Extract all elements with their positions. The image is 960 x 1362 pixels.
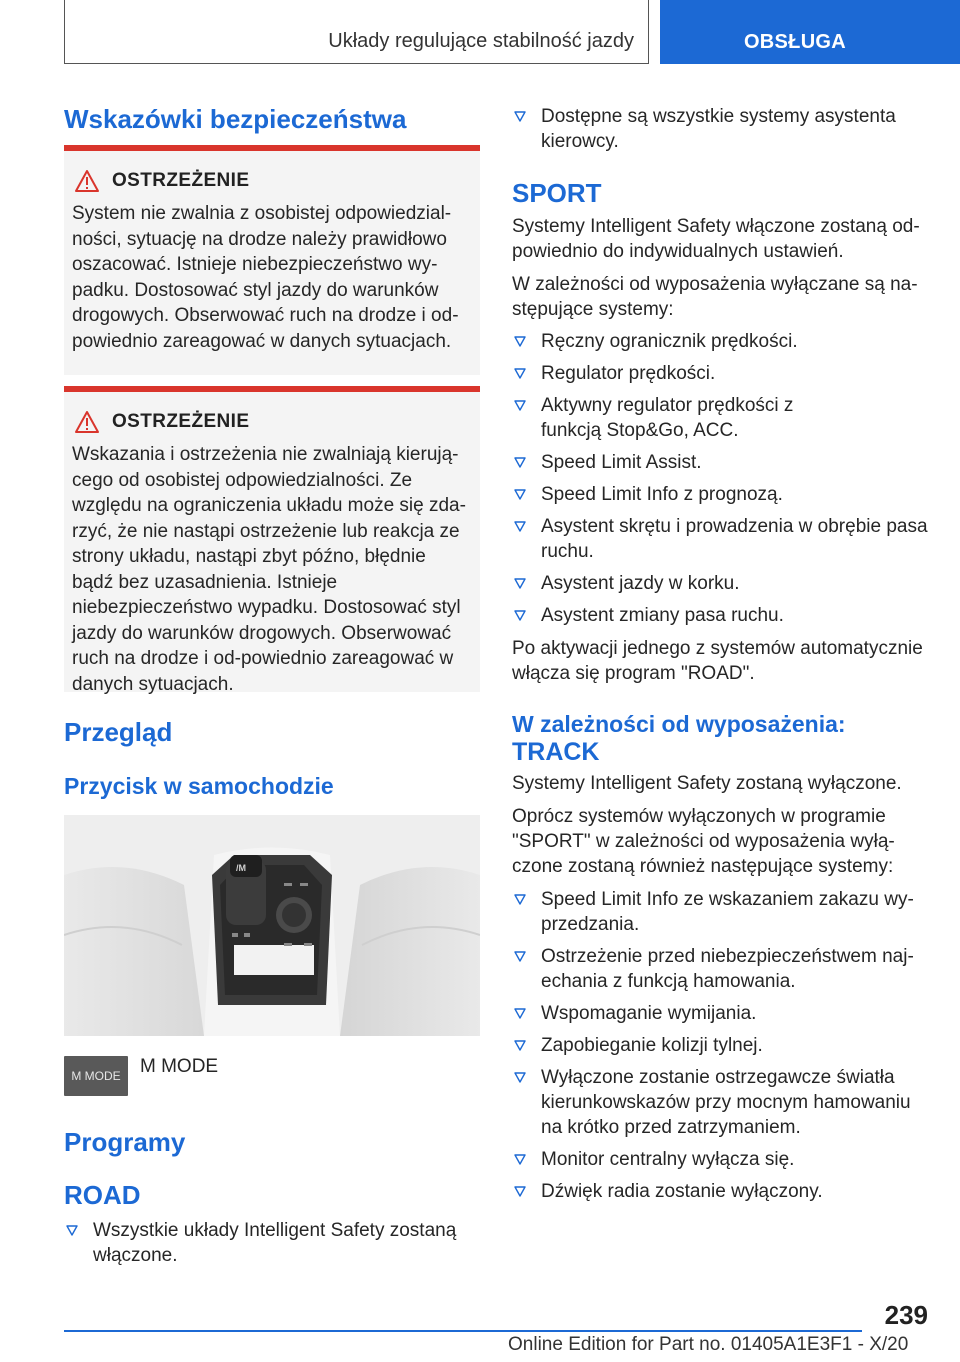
list-item: Dostępne są wszystkie systemy asystenta kierowcy. [512, 104, 932, 154]
header-chapter-box [64, 0, 649, 64]
section-tab [660, 0, 960, 64]
heading-track-line-1: W zależności od wyposażenia: [512, 711, 846, 737]
triangle-bullet-icon [514, 1185, 526, 1197]
triangle-bullet-icon [514, 893, 526, 905]
track-paragraph-1: Systemy Intelligent Safety zostaną wyłączone. [512, 773, 902, 794]
m-mode-label: M MODE [140, 1056, 219, 1077]
list-item: Wyłączone zostanie ostrzegawcze światła kierunkowskazów przy mocnym hamowaniu na krótko przed zatrzymaniem. [512, 1065, 912, 1140]
heading-button-in-car: Przycisk w samochodzie [64, 773, 334, 799]
list-item: Wszystkie układy Intelligent Safety zostaną włączone. [64, 1218, 464, 1268]
page-number: 239 [884, 1300, 928, 1330]
list-item: Speed Limit Info z prognozą. [512, 482, 932, 507]
list-item: Ostrzeżenie przed niebezpieczeństwem naj-echania z funkcją hamowania. [512, 944, 932, 994]
triangle-bullet-icon [514, 1007, 526, 1019]
footer-edition-text: Online Edition for Part no. 01405A1E3F1 - X/20 [508, 1334, 909, 1355]
list-item: Wspomaganie wymijania. [512, 1001, 932, 1026]
triangle-bullet-icon [514, 367, 526, 379]
chapter-title: Układy regulujące stabilność jazdy [328, 30, 634, 52]
list-item: Zapobieganie kolizji tylnej. [512, 1033, 932, 1058]
triangle-bullet-icon [66, 1224, 78, 1236]
list-item: Dźwięk radia zostanie wyłączony. [512, 1179, 932, 1204]
triangle-bullet-icon [514, 520, 526, 532]
track-paragraph-2: Oprócz systemów wyłączonych w programie "SPORT" w zależności od wyposażenia wyłą-czone zostaną również następujące systemy: [512, 806, 895, 877]
triangle-bullet-icon [514, 950, 526, 962]
list-item: Asystent zmiany pasa ruchu. [512, 603, 932, 628]
warning-label-2: OSTRZEŻENIE [112, 411, 250, 432]
warning-label-1: OSTRZEŻENIE [112, 170, 250, 191]
road-list [64, 1218, 464, 1268]
triangle-bullet-icon [514, 335, 526, 347]
heading-road: ROAD [64, 1180, 141, 1210]
warning-box-2 [64, 386, 480, 695]
warning-box-1 [64, 145, 480, 375]
list-item: Monitor centralny wyłącza się. [512, 1147, 932, 1172]
warning-triangle-icon [74, 410, 100, 434]
list-item: Speed Limit Info ze wskazaniem zakazu wy-przedzania. [512, 887, 932, 937]
list-item: Asystent jazdy w korku. [512, 571, 932, 596]
sport-paragraph-1: Systemy Intelligent Safety włączone zostaną od-powiednio do indywidualnych ustawień. [512, 216, 920, 262]
list-item: Ręczny ogranicznik prędkości. [512, 329, 932, 354]
warning-text-2: Wskazania i ostrzeżenia nie zwalniają kierują-cego od osobistej odpowiedzialności. Ze względu na ograniczenia układu może się zda-rzyć, że nie nastąpi ostrzeżenie lub reakcja ze strony układu, nastąpi zbyt późno, błędnie bądź bez uzasadnienia. Istnieje niebezpieczeństwo wypadku. Dostosować styl jazdy do warunków drogowych. Obserwować ruch na drodze i od-powiednio zareagować w danych sytuacjach. [72, 444, 466, 695]
triangle-bullet-icon [514, 488, 526, 500]
footer-divider [64, 1330, 862, 1332]
heading-safety: Wskazówki bezpieczeństwa [64, 104, 407, 134]
car-console-illustration [64, 815, 480, 1036]
triangle-bullet-icon [514, 1071, 526, 1083]
list-item: Speed Limit Assist. [512, 450, 932, 475]
heading-track-line-2: TRACK [512, 738, 600, 766]
warning-text-1: System nie zwalnia z osobistej odpowiedzial-ności, sytuację na drodze należy prawidłowo oszacować. Istnieje niebezpieczeństwo wy-padku. Dostosować styl jazdy do warunków drogowych. Obserwować ruch na drodze i od-powiednio zareagować w danych sytuacjach. [72, 203, 459, 352]
triangle-bullet-icon [514, 609, 526, 621]
sport-paragraph-3: Po aktywacji jednego z systemów automatycznie włącza się program "ROAD". [512, 638, 923, 684]
m-mode-icon-text: M MODE [71, 1069, 121, 1083]
triangle-bullet-icon [514, 1153, 526, 1165]
triangle-bullet-icon [514, 577, 526, 589]
car-console-image [64, 815, 480, 1036]
warning-triangle-icon [74, 169, 100, 193]
sport-list [512, 329, 932, 628]
road-list-cont [512, 104, 932, 154]
heading-sport: SPORT [512, 178, 602, 208]
sport-paragraph-2: W zależności od wyposażenia wyłączane są na-stępujące systemy: [512, 274, 918, 320]
svg-text:/M: /M [236, 863, 246, 873]
heading-programs: Programy [64, 1127, 186, 1157]
triangle-bullet-icon [514, 456, 526, 468]
track-list [512, 887, 932, 1204]
m-mode-button-icon [64, 1056, 128, 1096]
list-item: Aktywny regulator prędkości z funkcją Stop&Go, ACC. [512, 393, 842, 443]
list-item: Regulator prędkości. [512, 361, 932, 386]
list-item: Asystent skrętu i prowadzenia w obrębie pasa ruchu. [512, 514, 932, 564]
triangle-bullet-icon [514, 399, 526, 411]
triangle-bullet-icon [514, 1039, 526, 1051]
triangle-bullet-icon [514, 110, 526, 122]
section-label: OBSŁUGA [743, 31, 847, 53]
heading-overview: Przegląd [64, 717, 173, 747]
